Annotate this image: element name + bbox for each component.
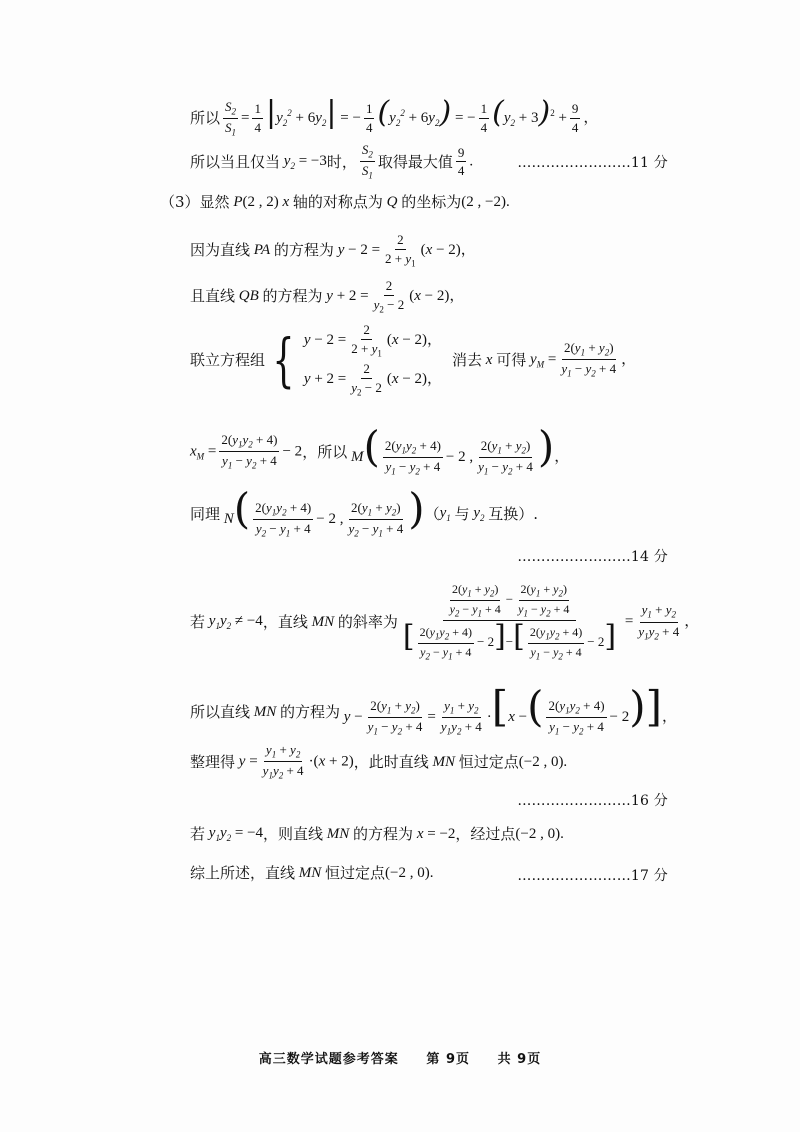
equation-system: { y − 2 = $\frac{2}{2 + y_1}$ (x − 2)， y + 2 = $\frac{2}{y_2 - 2}$ (x − 2)， — [272, 322, 443, 398]
text-in-summary: 综上所述，直线 — [190, 864, 296, 882]
var-x: x — [482, 351, 497, 368]
ym-expression: $y_M$ = $\frac{2(y_1 + y_2)}{y_1 - y_2 + 4}$ ， — [526, 340, 637, 380]
point-p: P(2 , 2) x — [229, 194, 293, 210]
text-when: 时， — [326, 152, 357, 171]
part3-label: （3） — [160, 193, 200, 211]
text-iff: 所以当且仅当 — [190, 152, 281, 171]
mn-label-3: MN — [428, 753, 459, 770]
text-because: 因为直线 — [190, 241, 251, 260]
text-so-line: 所以直线 — [190, 702, 251, 721]
footer-page-number: 第 9页 — [426, 1052, 470, 1067]
line-n — [190, 484, 539, 539]
line-pa — [190, 232, 476, 269]
xm-expression: $x_M$ = $\frac{2(y_1y_2 + 4)}{y_1 - y_2 + 4}$ − 2 — [190, 431, 303, 471]
line-neg4 — [190, 824, 564, 844]
text-and: 且直线 — [190, 287, 236, 306]
text-eq-is-3: 的方程为 — [280, 702, 341, 721]
text-max: 取得最大值 — [377, 152, 453, 171]
line-mn-equation — [190, 682, 678, 737]
text-so: 所以 — [190, 109, 221, 128]
line-max-value — [190, 142, 473, 182]
qb-equation: y + 2 = $\frac{2}{y_2 - 2}$ (x − 2)， — [322, 278, 465, 315]
text-simplify: 整理得 — [190, 752, 236, 771]
text-then-line-2: ，则直线 — [263, 824, 324, 843]
q-coord: (2 , −2). — [461, 194, 510, 210]
text-line: ，直线 — [262, 613, 308, 632]
text-eliminate: 消去 — [452, 350, 483, 369]
cond-neq: $y_1y_2 \ne -4$ — [205, 613, 263, 632]
text-then-line: ，此时直线 — [353, 752, 429, 771]
point-n: N( $\frac{2(y_1y_2 + 4)}{y_2 - y_1 + 4}$ − 2 , $\frac{2(y_1 + y_2)}{y_2 - y_1 + 4}$ ) — [220, 484, 425, 539]
text-swap: 互换）. — [488, 504, 539, 523]
text-fixed-point: 恒过定点 — [458, 752, 519, 771]
text-coord: 的坐标为 — [401, 193, 462, 211]
text-eq-is-2: 的方程为 — [262, 287, 323, 306]
pa-label: PA — [250, 242, 274, 259]
score-17: ……………………17 分 — [517, 868, 668, 884]
text-obviously: 显然 — [199, 193, 230, 211]
fixed-point-2: (−2 , 0). — [515, 825, 564, 842]
text-passes: ，经过点 — [455, 824, 516, 843]
slope-expression: $\frac{2(y_1 + y_2)}{y_2 - y_1 + 4}$ − $\frac{2(y_1 + y_2)}{y_1 - y_2 + 4}$ [ $\frac{2(y_1y_2 + 4)}{y_2 - y_1 + 4}$ − 2]−[ $\frac{2(y_1y_2 + 4)}{y_1 - y_2 + 4}$ − 2] = $\frac{y_1 + y_2}{y_1y_2 + 4}$ ， — [402, 582, 700, 662]
score-14: ……………………14 分 — [517, 549, 668, 565]
var-y1: $y_1$ — [439, 504, 451, 523]
var-y2: $y_2$ — [469, 504, 485, 523]
nine-fourths: $\frac{9}{4}$ . — [457, 144, 474, 179]
ratio-s2-s1: $\frac{S_2}{S_1}$ — [361, 142, 373, 181]
line-part3 — [160, 193, 510, 211]
text-eq-is-4: 的方程为 — [353, 824, 414, 843]
mn-label: MN — [307, 614, 338, 631]
mn-label-5: MN — [295, 865, 326, 881]
cond-eq: $y_1y_2 = -4$ — [205, 825, 264, 843]
line-system — [190, 322, 636, 398]
text-paren-open: （ — [424, 504, 440, 523]
mn-label-4: MN — [323, 825, 354, 842]
score-11: ……………………11 分 — [517, 155, 668, 171]
fixed-point-3: (−2 , 0). — [385, 865, 434, 881]
line-qb — [190, 278, 464, 315]
line-simplify — [190, 742, 567, 782]
line-final — [190, 864, 433, 882]
simplified-equation: y = $\frac{y_1 + y_2}{y_1y_2 + 4}$ ·(x + 2) — [235, 742, 354, 781]
text-eq-is: 的方程为 — [273, 241, 334, 260]
qb-label: QB — [235, 288, 263, 305]
point-m: M( $\frac{2(y_1y_2 + 4)}{y_1 - y_2 + 4}$ − 2 , $\frac{2(y_1 + y_2)}{y_1 - y_2 + 4}$ )， — [347, 422, 570, 477]
line-xm — [190, 422, 570, 477]
point-q: Q — [382, 194, 402, 210]
footer-total-pages: 共 9页 — [497, 1052, 542, 1067]
text-sym: 轴的对称点为 — [292, 193, 383, 211]
mn-label-2: MN — [250, 703, 281, 720]
page-footer — [0, 1048, 800, 1067]
text-so-2: ，所以 — [302, 442, 348, 461]
text-fixed-point-2: 恒过定点 — [325, 864, 386, 882]
x-eq-neg2: x = −2 — [413, 825, 456, 842]
pa-equation: y − 2 = $\frac{2}{2 + y_1}$ (x − 2)， — [333, 232, 476, 269]
mn-equation: y − $\frac{2(y_1 + y_2)}{y_1 - y_2 + 4}$ = $\frac{y_1 + y_2}{y_1y_2 + 4}$ ·[x −( $\frac{2(y_1y_2 + 4)}{y_1 - y_2 + 4}$ − 2)]， — [340, 682, 678, 737]
fixed-point-1: (−2 , 0). — [518, 753, 568, 770]
text-get: 可得 — [496, 350, 527, 369]
line-slope — [190, 582, 699, 662]
text-similarly: 同理 — [190, 504, 221, 523]
score-16: ……………………16 分 — [517, 793, 668, 809]
text-with: 与 — [454, 504, 470, 523]
ratio-math: $\frac{S_2}{S_1}$ = $\frac{1}{4}$ $|y_2^2 + 6y_2|$ = − $\frac{1}{4}$ $(y_2^2 + 6y_2)$ = − $\frac{1}{4}$ $(y_2 + 3)^2$ + $\frac{9}{4}$ ， — [225, 95, 599, 138]
y2-eq-neg3: $y_2 = -3$ — [280, 152, 327, 171]
text-if: 若 — [190, 613, 206, 632]
text-slope-is: 的斜率为 — [337, 613, 398, 632]
text-if-2: 若 — [190, 824, 206, 843]
text-combine: 联立方程组 — [190, 350, 266, 369]
footer-title: 高三数学试题参考答案 — [258, 1052, 399, 1067]
line-ratio-expression — [190, 95, 599, 138]
